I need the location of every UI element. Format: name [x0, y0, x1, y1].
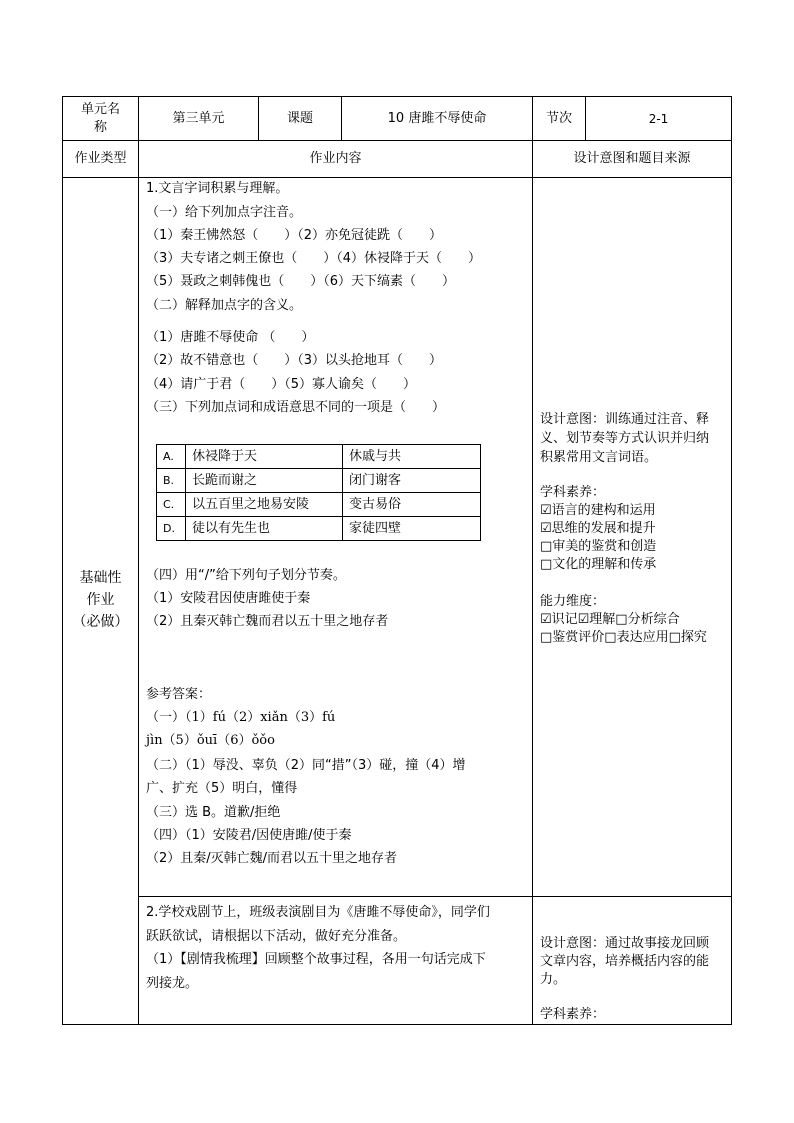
option-idiom: 休戚与共 — [343, 445, 481, 469]
question-line: （四）用“/”给下列句子划分节奏。 — [146, 568, 346, 583]
ability-checkbox-line: ☑识记☑理解□分析综合 — [540, 612, 680, 627]
table-row-divider — [62, 177, 732, 178]
literacy-checkbox-item: □审美的鉴赏和创造 — [540, 539, 657, 554]
homework-type-line3: （必做） — [72, 614, 129, 630]
literacy-checkbox-item: ☑思维的发展和提升 — [540, 521, 656, 536]
period-value: 2-1 — [648, 111, 669, 126]
table-column-divider — [532, 96, 533, 1025]
ability-dimension-heading: 能力维度： — [540, 594, 606, 609]
option-idiom: 闭门谢客 — [343, 469, 481, 493]
option-letter: B. — [157, 469, 186, 493]
answer-line: 广、扩充（5）明白，懂得 — [146, 781, 298, 796]
table-border-right — [731, 96, 732, 1025]
option-idiom: 家徒四壁 — [343, 517, 481, 541]
unit-name-label-line1: 单元名 — [80, 101, 120, 117]
question-line: （二）解释加点字的含义。 — [146, 298, 303, 313]
option-phrase: 长跪而谢之 — [186, 469, 343, 493]
option-letter: A. — [157, 445, 186, 469]
table-row-divider — [138, 896, 732, 897]
column-header-design: 设计意图和题目来源 — [573, 151, 691, 166]
answer-line: （三）选 B。道歉/拒绝 — [146, 805, 281, 820]
answer-line: jìn（5）ǒuī（6）ǒǒo — [146, 733, 275, 748]
unit-name-value: 第三单元 — [172, 110, 225, 126]
answer-line: （2）且秦/灭韩亡魏/而君以五十里之地存者 — [146, 851, 398, 866]
option-row — [157, 469, 481, 493]
question-line: 2.学校戏剧节上，班级表演剧目为《唐雎不辱使命》，同学们 — [146, 905, 490, 920]
option-phrase: 徒以有先生也 — [186, 517, 343, 541]
question-line: （5）聂政之刺韩傀也（ ）（6）天下缟素（ ） — [146, 274, 456, 289]
question-line: 1.文言字词积累与理解。 — [146, 181, 289, 196]
answer-line: （二）（1）辱没、辜负（2）同“措”（3）碰，撞（4）增 — [146, 758, 466, 773]
design-intent-line: 义、划节奏等方式认识并归纳 — [540, 431, 710, 446]
question-line: （三）下列加点词和成语意思不同的一项是（ ） — [146, 400, 446, 415]
option-phrase: 休祲降于天 — [186, 445, 343, 469]
literacy-checkbox-item: □文化的理解和传承 — [540, 557, 657, 572]
subject-literacy-heading: 学科素养： — [540, 485, 606, 500]
question-line: 跃跃欲试，请根据以下活动，做好充分准备。 — [146, 929, 407, 944]
homework-type-line1: 基础性 — [79, 570, 122, 586]
question-line: （4）请广于君（ ）（5）寡人谕矣（ ） — [146, 377, 417, 392]
option-row — [157, 493, 481, 517]
design-intent-line: 设计意图：通过故事接龙回顾 — [540, 936, 710, 951]
column-header-type: 作业类型 — [74, 151, 127, 166]
lesson-value: 10 唐雎不辱使命 — [387, 110, 487, 126]
homework-type-basic — [63, 560, 138, 640]
option-row — [157, 517, 481, 541]
lesson-label: 课题 — [286, 110, 313, 126]
question-line: （2）且秦灭韩亡魏而君以五十里之地存者 — [146, 614, 389, 629]
option-phrase: 以五百里之地易安陵 — [186, 493, 343, 517]
ability-checkbox-line: □鉴赏评价□表达应用□探究 — [540, 630, 707, 645]
literacy-checkbox-item: ☑语言的建构和运用 — [540, 503, 656, 518]
option-letter: D. — [157, 517, 186, 541]
question-line: （1）安陵君因使唐雎使于秦 — [146, 591, 311, 606]
question-line: （1）唐雎不辱使命 （ ） — [146, 330, 315, 345]
column-header-content: 作业内容 — [309, 151, 362, 166]
design-intent-line: 文章内容，培养概括内容的能 — [540, 954, 710, 969]
answer-line: （四）（1）安陵君/因使唐雎/使于秦 — [146, 828, 352, 843]
period-label: 节次 — [545, 110, 572, 126]
question-line: （1）【剧情我梳理】回顾整个故事过程，各用一句话完成下 — [146, 952, 486, 967]
answer-line: （一）（1）fú（2）xiǎn（3）fú — [146, 710, 336, 725]
subject-literacy-heading: 学科素养： — [540, 1007, 606, 1022]
unit-name-label-line2: 称 — [93, 119, 107, 135]
answer-heading: 参考答案： — [146, 687, 212, 702]
question-line: （2）故不错意也（ ）（3）以头抢地耳（ ） — [146, 353, 443, 368]
question-line: （一）给下列加点字注音。 — [146, 205, 303, 220]
option-idiom: 变古易俗 — [343, 493, 481, 517]
question-line: （3）夫专诸之刺王僚也（ ）（4）休祲降于天（ ） — [146, 251, 482, 266]
design-intent-line: 设计意图：训练通过注音、释 — [540, 412, 710, 427]
unit-name-label — [63, 97, 138, 140]
design-intent-line: 积累常用文言词语。 — [540, 450, 658, 465]
table-border-bottom — [62, 1024, 732, 1025]
option-row — [157, 445, 481, 469]
question-line: 列接龙。 — [146, 976, 199, 991]
design-intent-line: 力。 — [540, 972, 567, 987]
question-line: （1）秦王怫然怒（ ）（2）亦免冠徒跣（ ） — [146, 228, 443, 243]
option-letter: C. — [157, 493, 186, 517]
homework-type-line2: 作业 — [86, 592, 115, 608]
options-table — [156, 444, 481, 541]
table-column-divider — [138, 96, 139, 1025]
